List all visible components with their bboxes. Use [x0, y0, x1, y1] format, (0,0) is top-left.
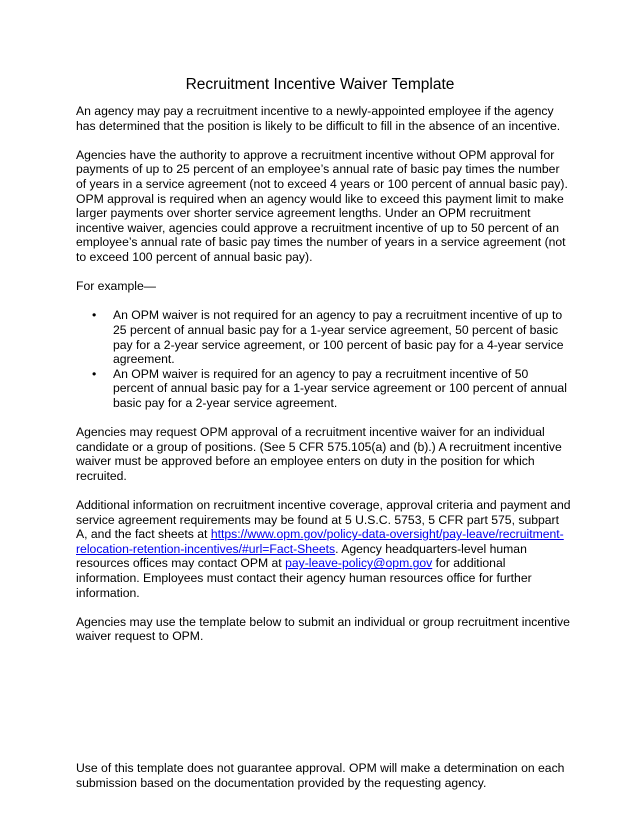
request-paragraph: Agencies may request OPM approval of a recruitment incentive waiver for an individual candidate or a group of positions. (See 5 CFR 575.105(a) and (b).) A recruitment incentive waiver must be approved before an employee enters on duty in the position for which recruited. [76, 425, 562, 483]
list-item-text: An OPM waiver is required for an agency to pay a recruitment incentive of 50 percent of annual basic pay for a 1-year service agreement or 100 percent of annual basic pay for a 2-year service agreement. [113, 366, 567, 410]
authority-paragraph: Agencies have the authority to approve a recruitment incentive without OPM approval for payments of up to 25 percent of an employee’s annual rate of basic pay times the number of years in a service agreement (not to exceed 4 years or 100 percent of annual basic pay). OPM approval is required when an agency would like to exceed this payment limit to make larger payments over shorter service agreement lengths. Under an OPM recruitment incentive waiver, agencies could approve a recruitment incentive of up to 50 percent of an employee’s annual rate of basic pay times the number of years in a service agreement (not to exceed 100 percent of annual basic pay). [76, 147, 568, 264]
additional-info-text: Additional information on recruitment incentive coverage, approval criteria and payment and service agreement requirements may be found at 5 U.S.C. 5753, 5 CFR part 575, subpart A, and the fact sheets at [76, 498, 571, 542]
bullet-icon: • [92, 366, 97, 381]
additional-info-paragraph [76, 498, 572, 600]
example-list [76, 308, 572, 410]
for-example-label: For example— [76, 279, 156, 294]
template-usage-paragraph: Agencies may use the template below to submit an individual or group recruitment incentive waiver request to OPM. [76, 614, 570, 644]
intro-paragraph: An agency may pay a recruitment incentive to a newly-appointed employee if the agency has determined that the position is likely to be difficult to fill in the absence of an incentive. [76, 104, 561, 133]
list-item [92, 308, 572, 367]
list-item-text: An OPM waiver is not required for an agency to pay a recruitment incentive of up to 25 percent of annual basic pay for a 1-year service agreement, 50 percent of basic pay for a 2-year service agreement, or 100 percent of basic pay for a 4-year service agreement. [113, 308, 564, 367]
bullet-icon: • [92, 308, 97, 323]
disclaimer-paragraph: Use of this template does not guarantee approval. OPM will make a determination on each submission based on the documentation provided by the requesting agency. [76, 761, 565, 790]
list-item [92, 366, 572, 411]
document-title: Recruitment Incentive Waiver Template [185, 76, 455, 93]
document-body [76, 104, 572, 659]
additional-info-text: for additional information. Employees must contact their agency human resources office for further information. [76, 556, 532, 600]
fact-sheets-link[interactable]: https://www.opm.gov/policy-data-oversight/pay-leave/recruitment-relocation-retention-incentives/#url=Fact-Sheets [76, 527, 564, 556]
additional-info-text: . Agency headquarters-level human resources offices may contact OPM at [76, 541, 527, 571]
email-link[interactable]: pay-leave-policy@opm.gov [285, 556, 433, 571]
